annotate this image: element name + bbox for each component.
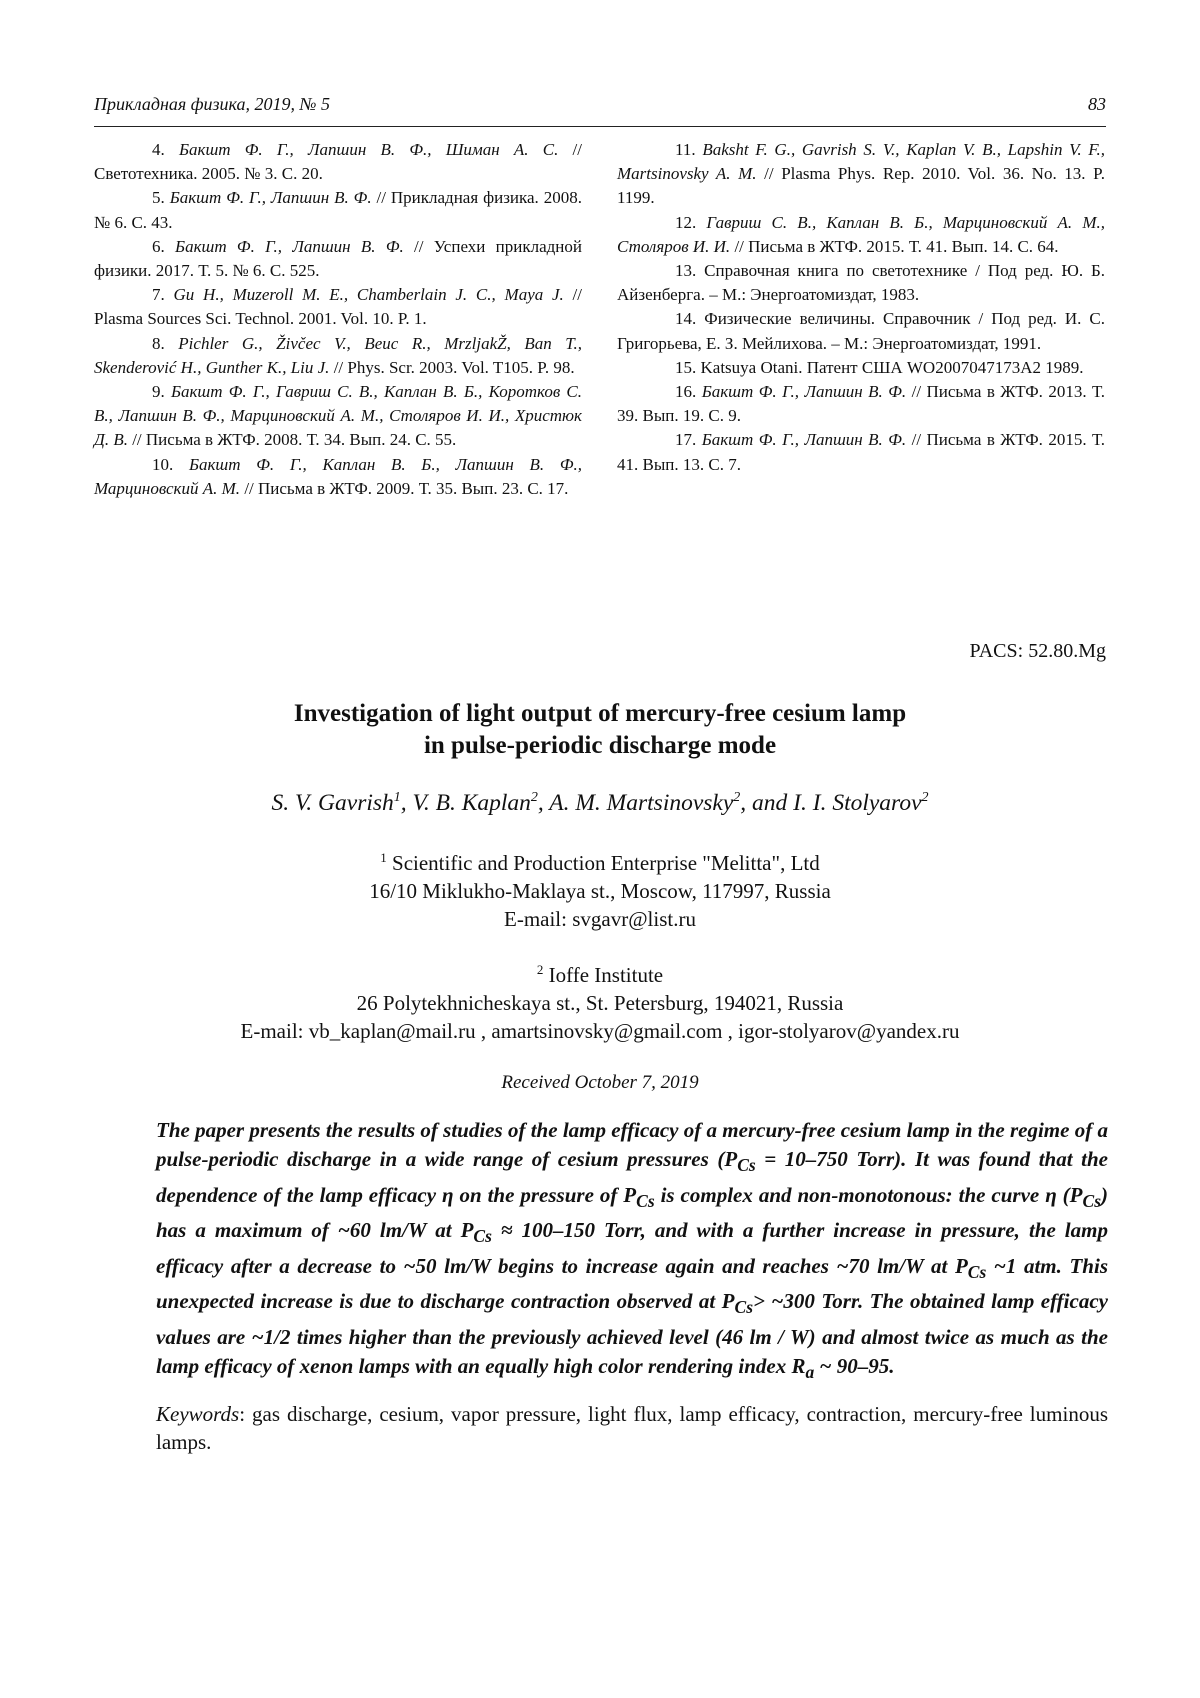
reference-number: 14. — [675, 309, 697, 329]
reference-source: // Письма в ЖТФ. 2013. Т. 39. Вып. 19. С. 9. — [617, 382, 1105, 426]
reference-item — [617, 380, 1105, 428]
reference-source: // Plasma Phys. Rep. 2010. Vol. 36. No. 13. P. 1199. — [617, 164, 1105, 208]
abstract-text: ≈ 100–150 Torr, and with a further increase in pressure, the lamp efficacy after a decrease to ~50 lm/W begins to increase again and reaches ~70 lm/W at P — [156, 1218, 1108, 1278]
received-date: Received October 7, 2019 — [501, 1072, 699, 1093]
reference-number: 5. — [152, 188, 165, 208]
keywords-label: Keywords — [156, 1402, 240, 1426]
abstract-text: ~1 atm. This unexpected increase is due to discharge contraction observed at P — [156, 1253, 1108, 1314]
reference-number: 11. — [675, 140, 696, 159]
reference-source: // Прикладная физика. 2008. № 6. С. 43. — [94, 188, 582, 232]
reference-source: // Письма в ЖТФ. 2015. Т. 41. Вып. 14. С. 64. — [730, 236, 1059, 256]
affiliation-address: 26 Polytekhnicheskaya st., St. Petersburg, 194021, Russia — [356, 991, 844, 1015]
reference-number: 15. — [675, 357, 697, 377]
reference-number: 7. — [152, 285, 165, 305]
affiliation-mark: 1 — [380, 850, 387, 865]
affiliation-address: 16/10 Miklukho-Maklaya st., Moscow, 117997, Russia — [369, 879, 831, 903]
reference-number: 9. — [152, 382, 165, 402]
reference-source: // Phys. Scr. 2003. Vol. T105. P. 98. — [329, 357, 575, 377]
reference-number: 17. — [675, 430, 697, 450]
reference-source: // Plasma Sources Sci. Technol. 2001. Vol. 10. P. 1. — [94, 285, 583, 329]
abstract-text: ) has a maximum of ~60 lm/W at P — [156, 1182, 1108, 1243]
reference-item — [94, 453, 582, 501]
reference-item — [94, 332, 582, 380]
reference-source: // Успехи прикладной физики. 2017. Т. 5. № 6. С. 525. — [94, 236, 582, 281]
reference-authors: Бакшт Ф. Г., Лапшин В. Ф. — [701, 382, 907, 402]
reference-authors: Бакшт Ф. Г., Лапшин В. Ф. — [701, 430, 907, 450]
reference-item — [94, 380, 582, 453]
reference-source: Справочная книга по светотехнике / Под ред. Ю. Б. Айзенберга. – М.: Энергоатомиздат, 1983. — [617, 261, 1105, 305]
subscript: Cs — [734, 1297, 753, 1318]
references-left-column — [94, 138, 582, 501]
reference-number: 12. — [675, 212, 697, 232]
reference-authors: Бакшт Ф. Г., Каплан В. Б., Лапшин В. Ф., Марциновский А. М. — [94, 454, 583, 498]
affiliation-name: Ioffe Institute — [548, 963, 664, 987]
affiliation-email: E-mail: svgavr@list.ru — [504, 907, 696, 931]
reference-number: 10. — [152, 454, 174, 474]
affiliation-mark: 2 — [921, 790, 929, 806]
reference-authors: Бакшт Ф. Г., Лапшин В. Ф., Шиман А. С. — [178, 140, 559, 159]
title-line: in pulse-periodic discharge mode — [423, 732, 777, 759]
reference-item — [94, 235, 582, 283]
subscript: Cs — [967, 1261, 987, 1282]
author-separator: , — [400, 790, 413, 816]
author-list — [94, 790, 1106, 817]
article-title — [94, 698, 1106, 762]
reference-source: Физические величины. Справочник / Под ред. И. С. Григорьева, Е. З. Мейлихова. – М.: Энергоатомиздат, 1991. — [617, 309, 1106, 353]
reference-item — [617, 138, 1105, 211]
author-name: I. I. Stolyarov — [793, 790, 922, 816]
reference-item — [94, 138, 582, 186]
subscript: Cs — [636, 1190, 655, 1211]
reference-authors: Gu H., Muzeroll M. E., Chamberlain J. C., Maya J. — [173, 285, 564, 305]
journal-name: Прикладная физика, 2019, № 5 — [94, 94, 330, 114]
reference-source: // Светотехника. 2005. № 3. С. 20. — [94, 140, 582, 184]
title-line: Investigation of light output of mercury-free cesium lamp — [293, 700, 907, 727]
reference-item — [617, 307, 1105, 355]
reference-number: 8. — [152, 333, 165, 353]
keywords — [156, 1400, 1108, 1456]
reference-source: // Письма в ЖТФ. 2015. Т. 41. Вып. 13. С. 7. — [617, 430, 1105, 474]
affiliation-mark: 1 — [393, 790, 401, 806]
reference-authors: Бакшт Ф. Г., Лапшин В. Ф. — [175, 236, 404, 256]
page-number: 83 — [1088, 94, 1106, 114]
reference-number: 16. — [675, 382, 697, 402]
abstract-text: is complex and non-monotonous: the curve η (P — [654, 1182, 1083, 1207]
subscript: Cs — [1082, 1190, 1101, 1211]
reference-source: // Письма в ЖТФ. 2008. Т. 34. Вып. 24. С. 55. — [127, 430, 457, 450]
abstract-text: The paper presents the results of studies of the lamp efficacy of a mercury-free cesium lamp in the regime of a pulse-periodic discharge in a wide range of cesium pressures (P — [156, 1118, 1108, 1172]
reference-authors: Baksht F. G., Gavrish S. V., Kaplan V. B., Lapshin V. F., Martsinovsky A. M. — [617, 140, 1106, 184]
reference-authors: Бакшт Ф. Г., Лапшин В. Ф. — [169, 188, 372, 208]
abstract-text: > ~300 Torr. The obtained lamp efficacy values are ~1/2 times higher than the previously achieved level (46 lm / W) and almost twice as much as the lamp efficacy of xenon lamps with an equally high color rendering index R — [156, 1289, 1108, 1379]
running-header — [94, 90, 1106, 127]
author-separator: , and — [740, 790, 794, 816]
reference-authors: Бакшт Ф. Г., Гавриш С. В., Каплан В. Б., Коротков С. В., Лапшин В. Ф., Марциновский А. М., Столяров И. И., Христюк Д. В. — [94, 382, 583, 450]
abstract-text: ~ 90–95. — [814, 1354, 895, 1379]
subscript: Cs — [737, 1155, 756, 1176]
reference-item — [617, 211, 1105, 259]
affiliation-mark: 2 — [536, 962, 544, 977]
author-separator: , — [537, 790, 550, 816]
author-name: S. V. Gavrish — [271, 790, 394, 816]
subscript: Cs — [473, 1226, 492, 1247]
affiliation-1 — [94, 844, 1106, 933]
affiliation-name-line — [94, 844, 1106, 877]
reference-number: 4. — [152, 140, 165, 159]
reference-number: 6. — [152, 236, 165, 256]
author-name: A. M. Martsinovsky — [549, 790, 734, 816]
abstract-text: = 10–750 Torr). It was found that the dependence of the lamp efficacy η on the pressure of P — [156, 1147, 1108, 1207]
reference-number: 13. — [675, 261, 697, 281]
abstract — [156, 1116, 1108, 1388]
affiliation-mark: 2 — [733, 790, 741, 806]
reference-item — [617, 428, 1105, 476]
affiliation-email: E-mail: vb_kaplan@mail.ru , amartsinovsky@gmail.com , igor-stolyarov@yandex.ru — [240, 1019, 960, 1043]
affiliation-mark: 2 — [530, 790, 538, 806]
reference-item — [617, 356, 1105, 380]
reference-source: // Письма в ЖТФ. 2009. Т. 35. Вып. 23. С. 17. — [240, 478, 569, 498]
reference-authors: Гавриш С. В., Каплан В. Б., Марциновский А. М., Столяров И. И. — [617, 212, 1105, 256]
pacs-code: PACS: 52.80.Mg — [969, 640, 1106, 662]
keywords-text: : gas discharge, cesium, vapor pressure, light flux, lamp efficacy, contraction, mercury-free luminous lamps. — [156, 1402, 1108, 1454]
references-right-column — [617, 138, 1105, 477]
affiliation-name-line — [94, 956, 1106, 989]
reference-item — [94, 283, 582, 331]
subscript: a — [805, 1362, 815, 1383]
affiliation-2 — [94, 956, 1106, 1045]
reference-item — [617, 259, 1105, 307]
author-name: V. B. Kaplan — [412, 790, 531, 816]
reference-source: Katsuya Otani. Патент США WO2007047173A2 1989. — [700, 357, 1084, 377]
affiliation-name: Scientific and Production Enterprise "Melitta", Ltd — [392, 851, 820, 875]
reference-item — [94, 186, 582, 234]
reference-authors: Pichler G., Živčec V., Beuc R., MrzljakŽ, Ban T., Skenderović H., Gunther K., Liu J. — [94, 333, 582, 377]
